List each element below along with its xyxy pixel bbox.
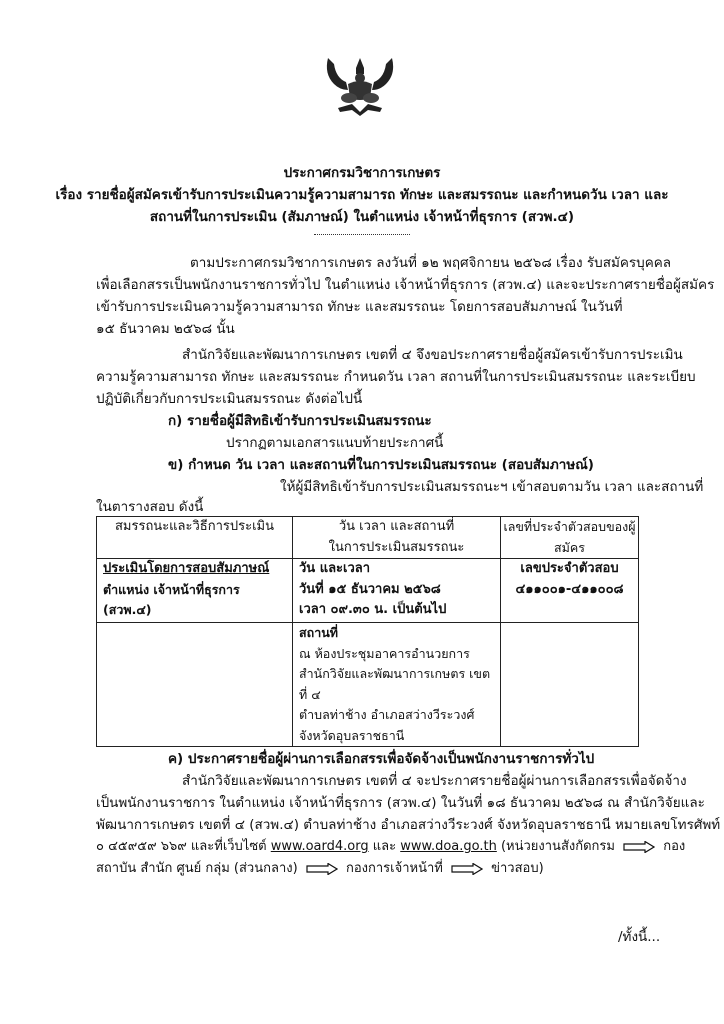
page-continuation: /ทั้งนี้...	[618, 929, 661, 945]
para2-line2: ความรู้ความสามารถ ทักษะ และสมรรถนะ กำหนดวัน เวลา สถานที่ในการประเมินสมรรถนะ และระเบียบ	[96, 369, 696, 385]
garuda-emblem-icon	[322, 52, 398, 118]
exam-news-text: ข่าวสอบ)	[491, 861, 544, 876]
separator-line	[314, 234, 410, 235]
subject-line-2: สถานที่ในการประเมิน (สัมภาษณ์) ในตำแหน่ง เจ้าหน้าที่ธุรการ (สวพ.๔)	[149, 209, 575, 225]
exam-id-label: เลขประจำตัวสอบ	[520, 561, 619, 576]
section-a-heading: ก) รายชื่อผู้มีสิทธิเข้ารับการประเมินสมรรถนะ	[168, 413, 432, 429]
exam-schedule-table	[96, 516, 639, 747]
link-oard4[interactable]: www.oard4.org	[270, 839, 369, 854]
header-competency-method: สมรรถนะและวิธีการประเมิน	[97, 517, 293, 559]
section-b-heading: ข) กำหนด วัน เวลา และสถานที่ในการประเมินสมรรถนะ (สอบสัมภาษณ์)	[168, 457, 594, 473]
place-line-4: จังหวัดอุบลราชธานี	[299, 727, 405, 743]
position-label: ตำแหน่ง เจ้าหน้าที่ธุรการ (สวพ.๔)	[103, 581, 240, 617]
section-b-body-line2: ในตารางสอบ ดังนี้	[96, 499, 204, 515]
cell-exam-id	[501, 559, 639, 623]
arrow-right-icon	[623, 841, 655, 853]
cell-method	[97, 559, 293, 623]
cell-datetime	[293, 559, 501, 623]
section-a-body: ปรากฏตามเอกสารแนบท้ายประกาศนี้	[226, 435, 444, 451]
method-label: ประเมินโดยการสอบสัมภาษณ์	[103, 561, 270, 576]
para2-line3: ปฏิบัติเกี่ยวกับการประเมินสมรรถนะ ดังต่อไปนี้	[96, 391, 363, 407]
para1-line4: ๑๕ ธันวาคม ๒๕๖๘ นั้น	[96, 321, 235, 337]
cell-place	[293, 623, 501, 747]
section-c-line3: พัฒนาการเกษตร เขตที่ ๔ (สวพ.๔) ตำบลท่าช้าง อำเภอสว่างวีระวงศ์ จังหวัดอุบลราชธานี หมายเลขโทรศัพท์	[96, 817, 721, 833]
division-text: กอง	[663, 839, 686, 854]
section-c-heading: ค) ประกาศรายชื่อผู้ผ่านการเลือกสรรเพื่อจัดจ้างเป็นพนักงานราชการทั่วไป	[168, 751, 595, 767]
cell-empty	[97, 623, 293, 747]
personnel-division-text: กองการเจ้าหน้าที่	[345, 861, 443, 876]
para1-line3: เข้ารับการประเมินความรู้ความสามารถ ทักษะ และสมรรถนะ โดยการสอบสัมภาษณ์ ในวันที่	[96, 299, 623, 315]
datetime-label: วัน และเวลา	[299, 561, 371, 576]
section-c-line5	[96, 858, 544, 880]
exam-date: วันที่ ๑๕ ธันวาคม ๒๕๖๘	[299, 581, 441, 597]
section-c-line2: เป็นพนักงานราชการ ในตำแหน่ง เจ้าหน้าที่ธุรการ (สวพ.๔) ในวันที่ ๑๘ ธันวาคม ๒๕๖๘ ณ สำนักวิจัยและ	[96, 795, 705, 811]
place-line-1: ณ ห้องประชุมอาคารอำนวยการ	[299, 645, 470, 661]
cell-empty	[501, 623, 639, 747]
table-row	[97, 559, 639, 623]
place-label: สถานที่	[299, 625, 339, 640]
arrow-right-icon	[451, 863, 483, 875]
unit-text: (หน่วยงานสังกัดกรม	[500, 839, 615, 854]
table-row	[97, 623, 639, 747]
para1-line2: เพื่อเลือกสรรเป็นพนักงานราชการทั่วไป ในตำแหน่ง เจ้าหน้าที่ธุรการ (สวพ.๔) และจะประกาศรายชื่อผู้สมัคร	[96, 277, 715, 293]
announcement-title: ประกาศกรมวิชาการเกษตร	[283, 165, 441, 181]
subject-line-1: เรื่อง รายชื่อผู้สมัครเข้ารับการประเมินความรู้ความสามารถ ทักษะ และสมรรถนะ และกำหนดวัน เวลา และ	[55, 187, 669, 203]
para2-line1: สำนักวิจัยและพัฒนาการเกษตร เขตที่ ๔ จึงขอประกาศรายชื่อผู้สมัครเข้ารับการประเมิน	[182, 347, 683, 363]
phone-and-website-text: ๐ ๔๕๙๕๙ ๖๖๙ และที่เว็บไซต์	[96, 839, 267, 854]
section-b-body-line1: ให้ผู้มีสิทธิเข้ารับการประเมินสมรรถนะฯ เข้าสอบตามวัน เวลา และสถานที่	[280, 479, 704, 495]
table-header-row	[97, 517, 639, 559]
exam-time: เวลา ๐๙.๓๐ น. เป็นต้นไป	[299, 602, 447, 617]
section-c-line1: สำนักวิจัยและพัฒนาการเกษตร เขตที่ ๔ จะประกาศรายชื่อผู้ผ่านการเลือกสรรเพื่อจัดจ้าง	[182, 773, 687, 789]
place-line-2: สำนักวิจัยและพัฒนาการเกษตร เขตที่ ๔	[299, 666, 491, 702]
header-date-time-place: วัน เวลา และสถานที่ ในการประเมินสมรรถนะ	[293, 517, 501, 559]
agency-path-text: สถาบัน สำนัก ศูนย์ กลุ่ม (ส่วนกลาง)	[96, 861, 298, 876]
place-line-3: ตำบลท่าช้าง อำเภอสว่างวีระวงศ์	[299, 707, 475, 722]
link-doa[interactable]: www.doa.go.th	[400, 839, 497, 854]
and-text: และ	[372, 839, 397, 854]
exam-id-range: ๔๑๑๐๐๑-๔๑๑๐๐๘	[515, 581, 624, 597]
section-c-line4	[96, 836, 685, 858]
arrow-right-icon	[306, 863, 338, 875]
header-exam-id: เลขที่ประจำตัวสอบของผู้สมัคร	[501, 517, 639, 559]
para1-line1: ตามประกาศกรมวิชาการเกษตร ลงวันที่ ๑๒ พฤศจิกายน ๒๕๖๘ เรื่อง รับสมัครบุคคล	[190, 255, 672, 271]
